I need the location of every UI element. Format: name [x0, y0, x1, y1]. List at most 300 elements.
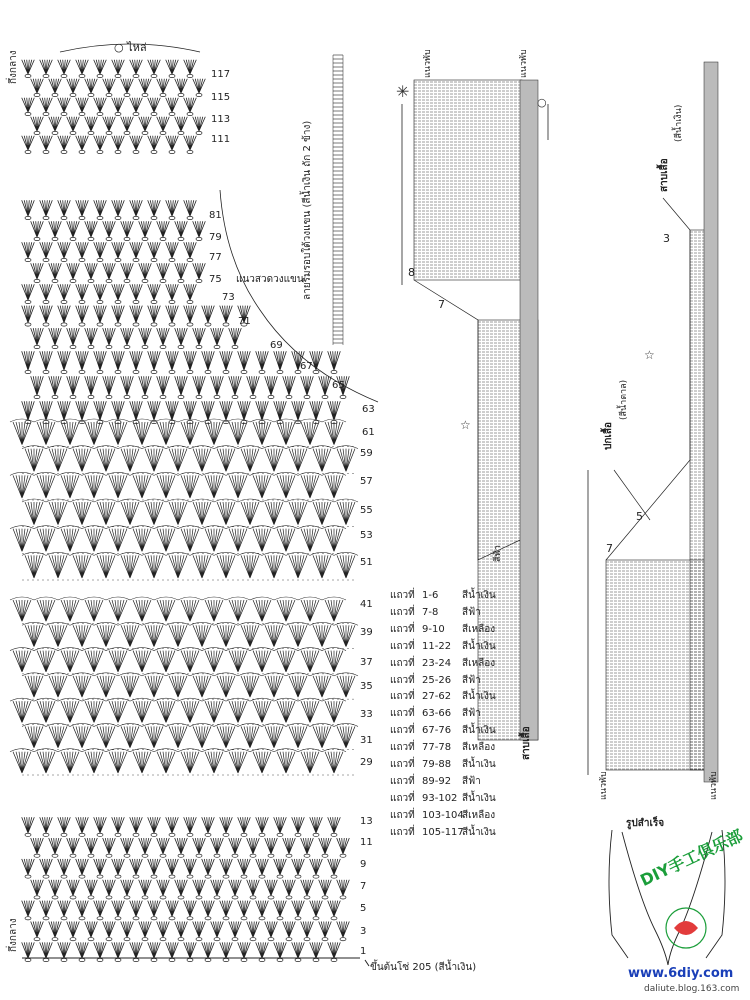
- chain-loop: [169, 74, 175, 77]
- shell-stitch: [175, 880, 188, 896]
- shell-stitch: [76, 98, 89, 112]
- chain-loop: [25, 958, 31, 961]
- chain-loop: [169, 258, 175, 261]
- chain-loop: [124, 938, 130, 941]
- arch-chain: [46, 552, 70, 555]
- arch-chain: [106, 648, 130, 651]
- chain-loop: [304, 854, 310, 857]
- chain-loop: [124, 854, 130, 857]
- chain-loop: [277, 370, 283, 373]
- arch-chain: [202, 419, 226, 422]
- shell-stitch: [283, 838, 296, 854]
- arch-chain: [70, 446, 94, 449]
- cone-stitch: [157, 752, 175, 773]
- shell-stitch: [193, 838, 206, 854]
- arch-chain: [142, 723, 166, 726]
- cone-stitch: [157, 529, 175, 552]
- shell-stitch: [22, 859, 35, 875]
- chain-loop: [115, 917, 121, 920]
- legend-color: สีเหลือง: [462, 623, 496, 635]
- shell-stitch: [94, 401, 107, 420]
- legend-row-range: 77-78: [422, 742, 452, 754]
- arch-chain: [226, 472, 250, 475]
- legend-row: [390, 689, 496, 706]
- legend-row: [390, 656, 496, 673]
- row-number: 67: [300, 361, 313, 372]
- cone-stitch: [241, 502, 259, 525]
- cone-stitch: [73, 502, 91, 525]
- arch-chain: [130, 526, 154, 529]
- cone-stitch: [241, 449, 259, 472]
- shell-stitch: [148, 60, 161, 74]
- chain-loop: [133, 216, 139, 219]
- shell-stitch: [40, 859, 53, 875]
- shell-stitch: [40, 98, 53, 112]
- shell-stitch: [121, 221, 134, 237]
- cone-stitch: [313, 625, 331, 646]
- cone-stitch: [241, 625, 259, 646]
- shell-stitch: [166, 136, 179, 150]
- chain-loop: [25, 875, 31, 878]
- chain-loop: [61, 833, 67, 836]
- cone-stitch: [325, 651, 343, 672]
- arch-chain: [58, 526, 82, 529]
- shell-stitch: [283, 880, 296, 896]
- cone-stitch: [337, 625, 355, 646]
- arch-chain: [106, 749, 130, 752]
- arch-chain: [46, 622, 70, 625]
- shell-stitch: [22, 98, 35, 112]
- chain-loop: [178, 237, 184, 240]
- cone-stitch: [109, 752, 127, 773]
- arch-chain: [34, 698, 58, 701]
- chain-loop: [295, 875, 301, 878]
- cone-stitch: [73, 449, 91, 472]
- shell-stitch: [76, 942, 89, 958]
- legend-prefix: แถวที่: [390, 742, 415, 754]
- chain-loop: [205, 370, 211, 373]
- chain-loop: [169, 917, 175, 920]
- chain-loop: [250, 395, 256, 398]
- chain-loop: [331, 958, 337, 961]
- chain-loop: [205, 958, 211, 961]
- shell-stitch: [211, 880, 224, 896]
- cone-stitch: [265, 502, 283, 525]
- cone-stitch: [181, 701, 199, 722]
- chain-loop: [340, 395, 346, 398]
- arch-chain: [10, 698, 34, 701]
- row-number: 71: [238, 316, 251, 327]
- shell-stitch: [292, 942, 305, 958]
- shell-stitch: [103, 922, 116, 938]
- shell-stitch: [49, 221, 62, 237]
- arch-chain: [238, 446, 262, 449]
- arch-chain: [214, 499, 238, 502]
- star-marker-icon-1: ☆: [460, 418, 471, 432]
- chain-loop: [142, 131, 148, 134]
- shell-stitch: [94, 817, 107, 833]
- chain-loop: [79, 833, 85, 836]
- chain-loop: [115, 323, 121, 326]
- shell-stitch: [103, 79, 116, 93]
- chain-loop: [304, 896, 310, 899]
- legend-color: สีน้ำเงิน: [462, 590, 496, 601]
- arch-chain: [190, 723, 214, 726]
- legend-color: สีเหลือง: [462, 657, 496, 669]
- shell-stitch: [76, 351, 89, 370]
- chain-loop: [277, 875, 283, 878]
- shell-stitch: [121, 880, 134, 896]
- arch-chain: [226, 419, 250, 422]
- cone-stitch: [169, 502, 187, 525]
- arch-chain: [178, 648, 202, 651]
- chain-loop: [151, 833, 157, 836]
- cone-stitch: [337, 676, 355, 697]
- shell-stitch: [40, 136, 53, 150]
- arch-chain: [274, 698, 298, 701]
- chain-loop: [277, 833, 283, 836]
- cone-stitch: [241, 726, 259, 747]
- shell-stitch: [31, 263, 44, 279]
- fold-line-label-4: แนวพับ: [709, 771, 719, 800]
- cone-stitch: [325, 475, 343, 498]
- cone-stitch: [61, 422, 79, 445]
- legend-prefix: แถวที่: [390, 674, 415, 686]
- legend-row-range: 79-88: [422, 759, 452, 771]
- chain-loop: [286, 896, 292, 899]
- legend-row: [390, 588, 496, 605]
- chain-loop: [196, 131, 202, 134]
- shell-stitch: [121, 117, 134, 131]
- cone-stitch: [37, 701, 55, 722]
- shell-stitch: [103, 328, 116, 345]
- arch-chain: [70, 552, 94, 555]
- chain-loop: [34, 345, 40, 348]
- chain-loop: [70, 279, 76, 282]
- arch-chain: [10, 419, 34, 422]
- chain-loop: [79, 370, 85, 373]
- chain-loop: [232, 854, 238, 857]
- arch-chain: [334, 552, 358, 555]
- chain-loop: [79, 917, 85, 920]
- chain-loop: [52, 896, 58, 899]
- chain-loop: [34, 279, 40, 282]
- shell-stitch: [157, 328, 170, 345]
- cone-stitch: [133, 600, 151, 621]
- shell-stitch: [229, 328, 242, 345]
- cone-stitch: [73, 625, 91, 646]
- arch-chain: [154, 749, 178, 752]
- shell-stitch: [112, 200, 125, 216]
- arch-chain: [214, 673, 238, 676]
- shell-stitch: [22, 901, 35, 917]
- chain-loop: [196, 854, 202, 857]
- shell-stitch: [328, 401, 341, 420]
- shell-stitch: [58, 942, 71, 958]
- chain-loop: [169, 875, 175, 878]
- chain-loop: [322, 896, 328, 899]
- watermark-text: DIY手工俱乐部: [637, 825, 746, 890]
- arch-chain: [262, 552, 286, 555]
- legend-prefix: แถวที่: [390, 708, 415, 720]
- row-number: 7: [360, 881, 367, 892]
- legend-row: [390, 740, 496, 757]
- cone-stitch: [205, 651, 223, 672]
- shell-stitch: [76, 136, 89, 150]
- arch-chain: [130, 597, 154, 600]
- shell-stitch: [193, 221, 206, 237]
- chain-loop: [79, 300, 85, 303]
- star-marker-icon-2: ☆: [644, 348, 655, 362]
- shell-stitch: [157, 263, 170, 279]
- arch-chain: [322, 749, 346, 752]
- chain-loop: [313, 833, 319, 836]
- shell-stitch: [229, 880, 242, 896]
- arch-chain: [58, 648, 82, 651]
- legend-color: สีเหลือง: [462, 809, 496, 821]
- chain-loop: [43, 370, 49, 373]
- chain-loop: [61, 216, 67, 219]
- chain-loop: [43, 74, 49, 77]
- row-number: 75: [209, 274, 222, 285]
- chain-loop: [187, 323, 193, 326]
- shell-stitch: [157, 880, 170, 896]
- chain-loop: [151, 300, 157, 303]
- arch-chain: [286, 723, 310, 726]
- shell-stitch: [238, 859, 251, 875]
- chain-loop: [115, 370, 121, 373]
- shell-stitch: [130, 242, 143, 258]
- shell-stitch: [112, 942, 125, 958]
- row-number: 113: [211, 114, 231, 125]
- legend-row-range: 105-117: [422, 826, 464, 838]
- shell-stitch: [148, 817, 161, 833]
- cone-stitch: [121, 726, 139, 747]
- chain-loop: [259, 958, 265, 961]
- chain-loop: [313, 917, 319, 920]
- shell-stitch: [157, 838, 170, 854]
- chain-loop: [79, 258, 85, 261]
- shell-stitch: [112, 60, 125, 74]
- shell-stitch: [76, 901, 89, 917]
- chain-loop: [115, 300, 121, 303]
- arch-chain: [274, 749, 298, 752]
- cone-stitch: [133, 701, 151, 722]
- cone-stitch: [85, 651, 103, 672]
- arch-chain: [226, 526, 250, 529]
- shell-stitch: [58, 200, 71, 216]
- shell-stitch: [301, 838, 314, 854]
- arch-chain: [166, 723, 190, 726]
- cone-stitch: [193, 676, 211, 697]
- chain-loop: [106, 131, 112, 134]
- chain-loop: [232, 345, 238, 348]
- cone-stitch: [277, 422, 295, 445]
- legend-row-range: 67-76: [422, 725, 452, 737]
- cone-stitch: [157, 600, 175, 621]
- shell-stitch: [328, 817, 341, 833]
- shell-stitch: [103, 880, 116, 896]
- cone-stitch: [109, 651, 127, 672]
- cone-stitch: [61, 701, 79, 722]
- arch-chain: [298, 472, 322, 475]
- arch-chain: [106, 526, 130, 529]
- arch-chain: [202, 698, 226, 701]
- row-number: 51: [360, 557, 373, 568]
- legend-color: สีเหลือง: [462, 742, 496, 754]
- chain-loop: [133, 258, 139, 261]
- shell-stitch: [292, 901, 305, 917]
- arch-chain: [118, 499, 142, 502]
- shell-stitch: [184, 401, 197, 420]
- shell-stitch: [202, 817, 215, 833]
- arch-chain: [226, 749, 250, 752]
- shell-stitch: [49, 117, 62, 131]
- arch-chain: [262, 622, 286, 625]
- sky-blue-label: สีฟ้า: [493, 545, 503, 562]
- color-legend: [390, 588, 496, 842]
- arch-chain: [286, 622, 310, 625]
- chain-loop: [259, 917, 265, 920]
- shell-stitch: [310, 942, 323, 958]
- shell-stitch: [220, 859, 233, 875]
- cone-stitch: [37, 529, 55, 552]
- chain-loop: [106, 237, 112, 240]
- arch-chain: [166, 552, 190, 555]
- arch-chain: [250, 472, 274, 475]
- cone-stitch: [49, 625, 67, 646]
- shell-stitch: [76, 817, 89, 833]
- shell-stitch: [184, 306, 197, 323]
- chain-loop: [61, 875, 67, 878]
- arch-chain: [70, 673, 94, 676]
- legend-row-range: 7-8: [422, 606, 439, 618]
- row-number: 117: [211, 69, 231, 80]
- chain-loop: [61, 112, 67, 115]
- arch-chain: [274, 648, 298, 651]
- arch-chain: [202, 526, 226, 529]
- cone-stitch: [289, 625, 307, 646]
- row-number: 55: [360, 505, 373, 516]
- cone-stitch: [289, 555, 307, 578]
- stitch-band: [22, 817, 350, 961]
- arch-chain: [58, 749, 82, 752]
- chain-loop: [178, 345, 184, 348]
- chain-loop: [178, 896, 184, 899]
- legend-color: สีน้ำเงิน: [462, 725, 496, 737]
- legend-row-range: 103-104: [422, 809, 464, 821]
- shell-stitch: [184, 901, 197, 917]
- chain-loop: [70, 131, 76, 134]
- shell-stitch: [184, 136, 197, 150]
- chain-loop: [106, 896, 112, 899]
- cone-stitch: [217, 555, 235, 578]
- chain-loop: [25, 112, 31, 115]
- shell-stitch: [220, 817, 233, 833]
- shell-stitch: [292, 859, 305, 875]
- arch-chain: [94, 673, 118, 676]
- shell-stitch: [67, 838, 80, 854]
- chain-loop: [322, 938, 328, 941]
- chain-loop: [70, 237, 76, 240]
- legend-row: [390, 673, 496, 690]
- cone-stitch: [229, 529, 247, 552]
- cone-stitch: [181, 475, 199, 498]
- arch-chain: [286, 446, 310, 449]
- shoulder-label: ○ ไหล่: [114, 41, 147, 54]
- arch-chain: [46, 723, 70, 726]
- shell-stitch: [85, 922, 98, 938]
- arch-chain: [22, 622, 46, 625]
- legend-row-range: 9-10: [422, 623, 445, 635]
- arch-chain: [262, 499, 286, 502]
- chain-loop: [79, 875, 85, 878]
- arch-chain: [154, 648, 178, 651]
- cone-stitch: [289, 449, 307, 472]
- arch-chain: [190, 552, 214, 555]
- arch-chain: [58, 698, 82, 701]
- chain-loop: [151, 258, 157, 261]
- shell-stitch: [139, 221, 152, 237]
- legend-row: [390, 808, 496, 825]
- arch-chain: [310, 723, 334, 726]
- shell-stitch: [175, 328, 188, 345]
- shell-stitch: [238, 401, 251, 420]
- shell-stitch: [256, 817, 269, 833]
- cone-stitch: [85, 475, 103, 498]
- chain-loop: [97, 74, 103, 77]
- strip-number-3: 3: [663, 232, 670, 245]
- chain-loop: [205, 875, 211, 878]
- chain-loop: [160, 131, 166, 134]
- cone-stitch: [217, 502, 235, 525]
- cone-stitch: [337, 449, 355, 472]
- strip-number-8: 8: [408, 266, 415, 279]
- shell-stitch: [148, 942, 161, 958]
- chain-loop: [331, 833, 337, 836]
- arch-chain: [250, 526, 274, 529]
- row-number: 61: [362, 427, 375, 438]
- shell-stitch: [103, 117, 116, 131]
- shell-stitch: [49, 922, 62, 938]
- chain-loop: [151, 150, 157, 153]
- chain-loop: [25, 216, 31, 219]
- arch-chain: [322, 597, 346, 600]
- arch-chain: [334, 723, 358, 726]
- shell-stitch: [166, 942, 179, 958]
- cone-stitch: [217, 676, 235, 697]
- legend-color: สีน้ำเงิน: [462, 640, 496, 652]
- chain-loop: [250, 896, 256, 899]
- chain-loop: [115, 74, 121, 77]
- arch-chain: [10, 648, 34, 651]
- arch-chain: [22, 673, 46, 676]
- chain-loop: [178, 395, 184, 398]
- arch-chain: [10, 526, 34, 529]
- shell-stitch: [40, 242, 53, 258]
- cone-stitch: [25, 726, 43, 747]
- legend-prefix: แถวที่: [390, 657, 415, 669]
- cone-stitch: [265, 555, 283, 578]
- arch-chain: [94, 552, 118, 555]
- chain-loop: [124, 896, 130, 899]
- shell-stitch: [130, 136, 143, 150]
- chain-arrow: [365, 960, 369, 966]
- chain-loop: [259, 875, 265, 878]
- shell-stitch: [94, 859, 107, 875]
- arch-chain: [34, 749, 58, 752]
- shell-stitch: [112, 351, 125, 370]
